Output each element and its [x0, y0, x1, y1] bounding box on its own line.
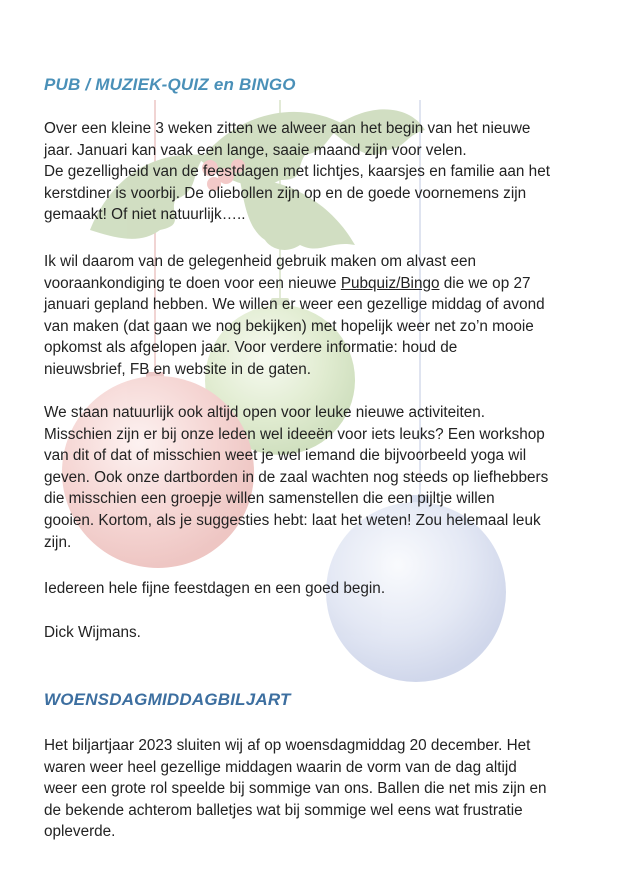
biljart-heading: WOENSDAGMIDDAGBILJART [44, 690, 291, 709]
pub-quiz-paragraph-2-text-after: die we op 27 januari gepland hebben. We willen er weer een gezellige middag of avond van maken (dat gaan we nog bekijken) met hopelijk weer net zo’n mooie opkomst als afgelopen jaar. Voor verdere informatie: houd de nieuwsbrief, FB en website in de gaten. [44, 274, 545, 378]
pubquiz-bingo-link[interactable]: Pubquiz/Bingo [340, 274, 440, 292]
pub-quiz-paragraph-2 [44, 251, 616, 381]
biljart-paragraph-1: Het biljartjaar 2023 sluiten wij af op woensdagmiddag 20 december. Het waren weer heel gezellige middagen waarin de vorm van de dag altijd weer een grote rol speelde bij sommige van ons. Ballen die net mis zijn en de bekende achterom balletjes wat bij sommige wel eens wat frustratie opleverde. [44, 737, 547, 841]
pub-quiz-paragraph-3: We staan natuurlijk ook altijd open voor leuke nieuwe activiteiten. Misschien zijn er bij onze leden wel ideeën voor iets leuks? Een workshop van dit of dat of misschien weet je wel iemand die bijvoorbeeld yoga wil geven. Ook onze dartborden in de zaal wachten nog steeds op liefhebbers die misschien een groepje willen samenstellen die een pijltje willen gooien. Kortom, als je suggesties hebt: laat het weten! Zou helemaal leuk zijn. [44, 404, 549, 551]
pub-quiz-heading: PUB / MUZIEK-QUIZ en BINGO [44, 75, 296, 94]
pub-quiz-signature: Dick Wijmans. [44, 624, 141, 641]
pub-quiz-paragraph-1: Over een kleine 3 weken zitten we alweer aan het begin van het nieuwe jaar. Januari kan vaak een lange, saaie maand zijn voor velen. De gezelligheid van de feestdagen met lichtjes, kaarsjes en familie aan het kerstdiner is voorbij. De oliebollen zijn op en de goede voornemens zijn gemaakt! Of niet natuurlijk….. [44, 120, 550, 224]
pub-quiz-paragraph-2-text-before: Ik wil daarom van de gelegenheid gebruik maken om alvast een vooraankondiging te doen voor een nieuwe [44, 253, 476, 292]
pub-quiz-paragraph-4: Iedereen hele fijne feestdagen en een goed begin. [44, 580, 386, 597]
